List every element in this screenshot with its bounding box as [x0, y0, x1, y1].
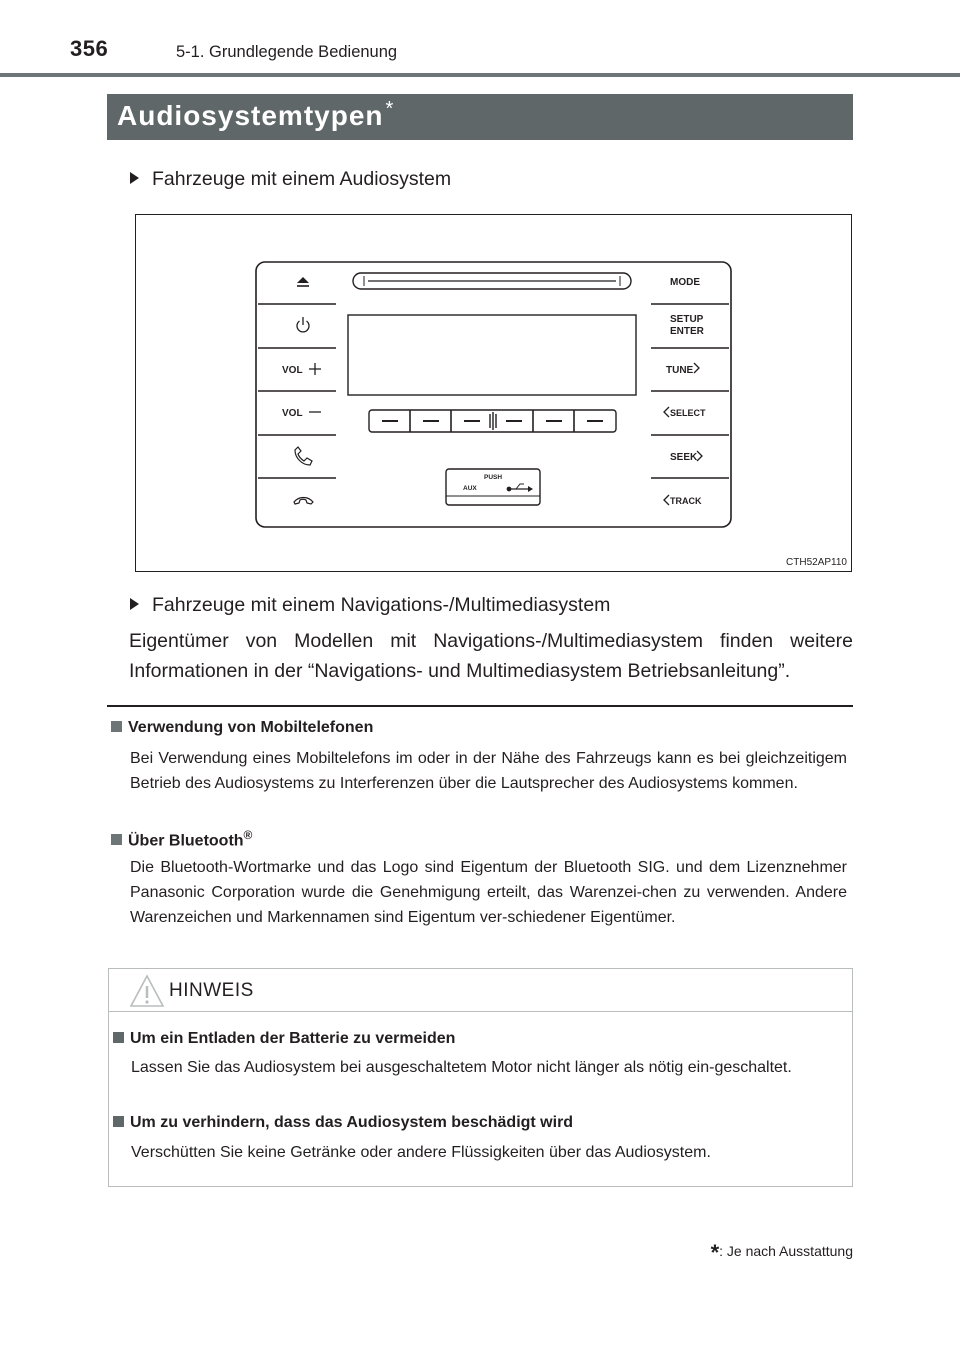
subsection-body: Die Bluetooth-Wortmarke und das Logo sind Eigentum der Bluetooth SIG. und dem Lizenznehmer Panasonic Corporation wurde die Genehmigung erteilt, das Warenzei-chen zu verwenden. Andere Warenzeichen und Markennamen sind Eigentum ver-schiedener Eigentümer.	[130, 859, 847, 926]
aux-label: AUX	[463, 485, 477, 492]
audio-unit-drawing	[136, 215, 851, 571]
triangle-bullet-icon	[130, 172, 139, 184]
audio-unit-figure	[135, 214, 852, 572]
vol-plus-label: VOL	[282, 365, 303, 376]
footnote-asterisk: *	[710, 1240, 720, 1265]
square-bullet-icon	[111, 834, 122, 845]
setup-label: SETUP	[670, 314, 704, 325]
warning-triangle-icon	[129, 974, 165, 1008]
subsection-heading: Verwendung von Mobiltelefonen	[111, 719, 373, 737]
notice-box	[108, 968, 853, 1187]
tune-label: TUNE	[666, 365, 694, 376]
banner-asterisk: *	[385, 98, 395, 120]
select-label: SELECT	[670, 408, 706, 418]
subsection-heading: Über Bluetooth®	[111, 828, 252, 850]
header-rule	[0, 73, 960, 77]
mode-label: MODE	[670, 277, 700, 288]
banner-title: Audiosystemtypen *	[117, 98, 395, 131]
section-divider	[107, 705, 853, 707]
section-title: 5-1. Grundlegende Bedienung	[176, 43, 398, 61]
figure-code: CTH52AP110	[786, 557, 847, 568]
vol-minus-label: VOL	[282, 408, 303, 419]
section-banner	[107, 94, 853, 140]
notice-title: HINWEIS	[169, 980, 254, 1001]
push-label: PUSH	[484, 474, 503, 481]
footnote: *: Je nach Ausstattung	[710, 1240, 853, 1265]
bullet-item: Fahrzeuge mit einem Audiosystem	[130, 168, 451, 191]
square-bullet-icon	[113, 1116, 124, 1127]
notice-item-body: Lassen Sie das Audiosystem bei ausgeschaltetem Motor nicht länger als nötig ein-geschaltet.	[131, 1059, 792, 1076]
enter-label: ENTER	[670, 326, 704, 337]
triangle-bullet-icon	[130, 598, 139, 610]
track-label: TRACK	[670, 496, 702, 506]
square-bullet-icon	[113, 1032, 124, 1043]
notice-item-body: Verschütten Sie keine Getränke oder andere Flüssigkeiten über das Audiosystem.	[131, 1144, 711, 1161]
square-bullet-icon	[111, 721, 122, 732]
seek-label: SEEK	[670, 452, 698, 463]
registered-mark: ®	[243, 828, 253, 842]
bullet-item: Fahrzeuge mit einem Navigations-/Multimediasystem	[130, 594, 610, 617]
notice-item-heading: Um zu verhindern, dass das Audiosystem beschädigt wird	[113, 1114, 573, 1132]
intro-paragraph: Eigentümer von Modellen mit Navigations-/Multimediasystem finden weitere Informationen in der “Navigations- und Multimediasystem Betriebsanleitung”.	[129, 630, 853, 682]
notice-header	[109, 969, 852, 1012]
subsection-body: Bei Verwendung eines Mobiltelefons im oder in der Nähe des Fahrzeugs kann es bei gleichzeitigem Betrieb des Audiosystems zu Interferenzen über die Lautsprecher des Audiosystems kommen.	[130, 750, 847, 792]
page-number: 356	[70, 36, 109, 61]
notice-item-heading: Um ein Entladen der Batterie zu vermeiden	[113, 1030, 455, 1048]
